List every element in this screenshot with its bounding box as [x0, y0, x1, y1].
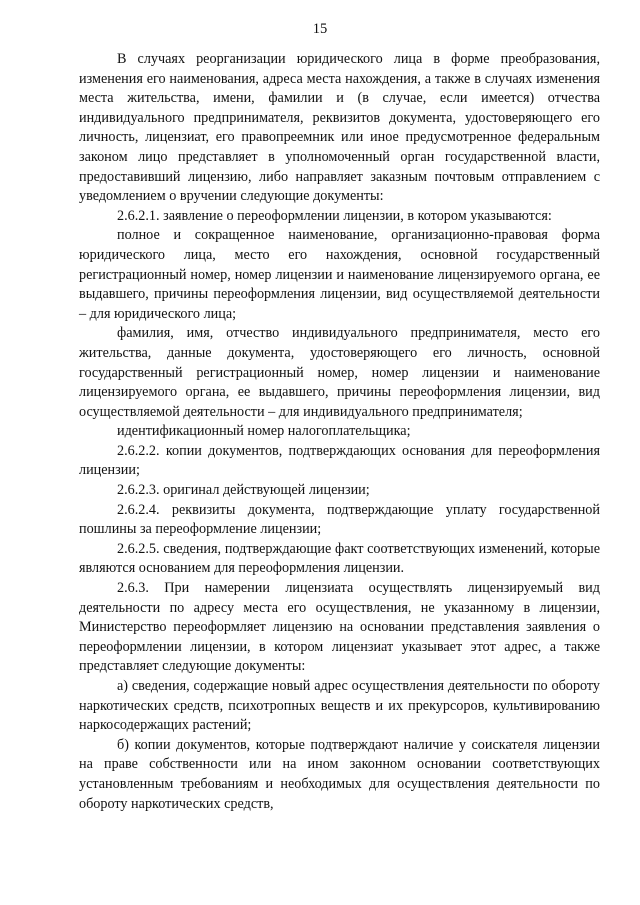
paragraph-taxpayer-id: идентификационный номер налогоплательщика;: [117, 423, 411, 440]
paragraph-2-6-2-4: 2.6.2.4. реквизиты документа, подтверждающие уплату государственной пошлины за переоформление лицензии;: [79, 501, 600, 538]
paragraph-2-6-2-5: 2.6.2.5. сведения, подтверждающие факт соответствующих изменений, которые являются основанием для переоформления лицензии.: [79, 540, 600, 577]
paragraph-2-6-2-1: 2.6.2.1. заявление о переоформлении лицензии, в котором указываются:: [117, 207, 552, 224]
document-body: [79, 50, 600, 814]
paragraph-item-a: а) сведения, содержащие новый адрес осуществления деятельности по обороту наркотических средств, психотропных веществ и их прекурсоров, культивированию наркосодержащих растений;: [79, 678, 600, 734]
paragraph-2-6-2-3: 2.6.2.3. оригинал действующей лицензии;: [117, 482, 370, 499]
paragraph-item-b: б) копии документов, которые подтверждают наличие у соискателя лицензии на праве собственности или на ином законном основании соответствующих установленным требованиям и необходимых для осуществления деятельности по обороту наркотических средств,: [79, 736, 600, 812]
paragraph-legal-entity-details: полное и сокращенное наименование, организационно-правовая форма юридического лица, место его нахождения, основной государственный регистрационный номер, номер лицензии и наименование лицензируемого органа, ее выдавшего, причины переоформления лицензии, вид осуществляемой деятельности – для юридического лица;: [79, 227, 600, 322]
paragraph-entrepreneur-details: фамилия, имя, отчество индивидуального предпринимателя, место его жительства, данные документа, удостоверяющего его личность, основной государственный регистрационный номер, номер лицензии и наименование лицензируемого органа, ее выдавшего, причины переоформления лицензии, вид осуществляемой деятельности – для индивидуального предпринимателя;: [79, 325, 600, 420]
page-number: 15: [312, 21, 328, 37]
paragraph-2-6-2-2: 2.6.2.2. копии документов, подтверждающих основания для переоформления лицензии;: [79, 442, 600, 479]
paragraph-2-6-3: 2.6.3. При намерении лицензиата осуществлять лицензируемый вид деятельности по адресу места его осуществления, не указанному в лицензии, Министерство переоформляет лицензию на основании представления заявления о переоформлении лицензии, в котором лицензиат указывает этот адрес, а также представляет следующие документы:: [79, 580, 600, 675]
paragraph-reorganization-intro: В случаях реорганизации юридического лица в форме преобразования, изменения его наименования, адреса места нахождения, а также в случаях изменения места жительства, имени, фамилии и (в случае, если имеется) отчества индивидуального предпринимателя, реквизитов документа, удостоверяющего его личность, лицензиат, его правопреемник или иное предусмотренное федеральным законом лицо представляет в уполномоченный орган государственной власти, предоставивший лицензию, либо направляет заказным почтовым отправлением с уведомлением о вручении следующие документы:: [79, 51, 600, 205]
